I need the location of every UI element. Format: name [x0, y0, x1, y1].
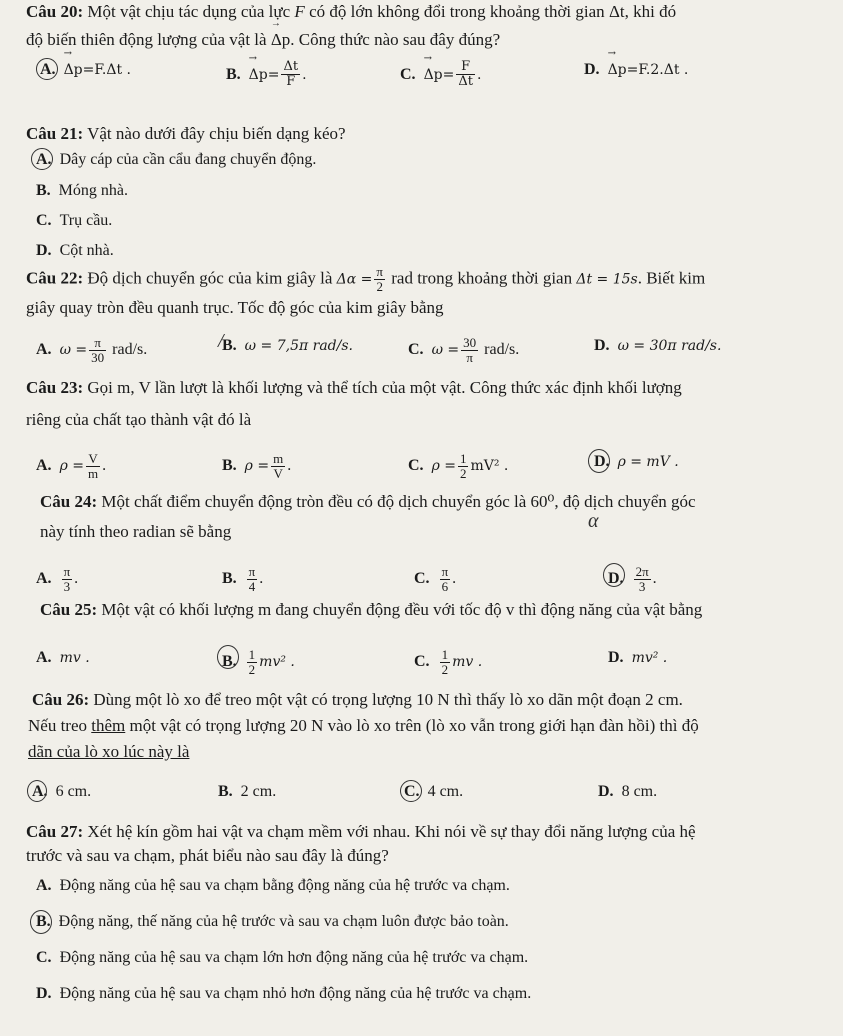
q27-text-line1: Câu 27: Xét hệ kín gồm hai vật va chạm mềm với nhau. Khi nói về sự thay đổi năng lượng của hệ [26, 822, 696, 841]
q20-option-d[interactable]: D.→ Δp=F.2.Δt . [584, 60, 688, 80]
q26-text-line3: dãn của lò xo lúc này là [28, 742, 190, 761]
q24-option-c[interactable]: C. $\frac{\pi}{6}$ . [414, 564, 457, 594]
q22-text-line2: giây quay tròn đều quanh trục. Tốc độ góc của kim giây bằng [26, 298, 444, 317]
q23-text-line1: Câu 23: Gọi m, V lần lượt là khối lượng và thể tích của một vật. Công thức xác định khối lượng [26, 378, 682, 397]
q26-text-line1: Câu 26: Dùng một lò xo để treo một vật có trọng lượng 10 N thì thấy lò xo dãn một đoạn 2 cm. [32, 690, 683, 709]
q21-option-a[interactable]: A. Dây cáp của cần cẩu đang chuyển động. [36, 151, 317, 168]
q21-option-d[interactable]: D. Cột nhà. [36, 242, 114, 259]
q27-text-line2: trước và sau va chạm, phát biểu nào sau đây là đúng? [26, 846, 389, 865]
force-vector: → F [294, 2, 304, 22]
q24-option-b[interactable]: B. $\frac{\pi}{4}$ . [222, 564, 264, 594]
q20-option-b[interactable]: B.→ Δp= $\frac{\Delta t}{F}$ . [226, 60, 307, 89]
q24-text-line1: Câu 24: Một chất điểm chuyển động tròn đều có độ dịch chuyển góc là 60⁰, độ dịch chuyển góc [40, 492, 696, 511]
q27-option-b[interactable]: B. Động năng, thế năng của hệ trước và sau va chạm luôn được bảo toàn. [36, 913, 509, 930]
answer-circle-q20 [36, 58, 58, 80]
answer-circle-q21 [31, 148, 53, 170]
answer-circle-q24 [603, 563, 625, 587]
q25-option-b[interactable]: B. $\frac{1}{2}$ mv² . [222, 647, 295, 677]
q26-option-a[interactable]: A. 6 cm. [32, 783, 92, 800]
handwritten-alpha-mark: α [588, 510, 599, 532]
q27-option-a[interactable]: A. Động năng của hệ sau va chạm bằng động năng của hệ trước va chạm. [36, 877, 510, 894]
q22-option-a[interactable]: A. ω = $\frac{\pi}{30}$ rad/s. [36, 335, 148, 365]
q23-option-d[interactable]: D. ρ = mV . [594, 453, 679, 470]
q23-text-line2: riêng của chất tạo thành vật đó là [26, 410, 252, 429]
q24-text-line2: này tính theo radian sẽ bằng [40, 522, 232, 541]
q22-text-line1: Câu 22: Độ dịch chuyển góc của kim giây là Δα = $\frac{\pi}{2}$ rad trong khoảng thời gian Δt = 15s. Biết kim [26, 264, 706, 294]
q23-option-b[interactable]: B. ρ = $\frac{m}{V}$ . [222, 451, 292, 481]
q22-option-b[interactable]: B. ω = 7,5π rad/s. [222, 337, 353, 354]
q25-option-d[interactable]: D. mv² . [608, 649, 668, 666]
q21-option-b[interactable]: B. Móng nhà. [36, 182, 128, 199]
momentum-vector: → Δp [271, 30, 290, 50]
q25-option-c[interactable]: C. $\frac{1}{2}$ mv . [414, 647, 483, 677]
q20-text-line2: độ biến thiên động lượng của vật là → Δp. Công thức nào sau đây đúng? [26, 30, 500, 50]
q21-text: Câu 21: Vật nào dưới đây chịu biến dạng kéo? [26, 124, 346, 143]
answer-circle-q26-c [400, 780, 422, 802]
answer-circle-q23 [588, 449, 610, 473]
q25-text: Câu 25: Một vật có khối lượng m đang chuyển động đều với tốc độ v thì động năng của vật bằng [40, 600, 703, 619]
q26-option-c[interactable]: C. 4 cm. [404, 783, 464, 800]
answer-circle-q25 [217, 645, 239, 669]
q21-option-c[interactable]: C. Trụ cầu. [36, 212, 113, 229]
answer-mark-q22: / [218, 330, 224, 352]
answer-circle-q26 [27, 780, 47, 802]
q24-option-d[interactable]: D. $\frac{2\pi}{3}$ . [608, 564, 657, 594]
q22-option-d[interactable]: D. ω = 30π rad/s. [594, 337, 722, 354]
q26-option-b[interactable]: B. 2 cm. [218, 783, 277, 800]
q27-option-c[interactable]: C. Động năng của hệ sau va chạm lớn hơn động năng của hệ trước va chạm. [36, 949, 529, 966]
q20-option-c[interactable]: C.→ Δp= $\frac{F}{\Delta t}$ . [400, 60, 481, 89]
q26-option-d[interactable]: D. 8 cm. [598, 783, 658, 800]
q24-option-a[interactable]: A. $\frac{\pi}{3}$ . [36, 564, 79, 594]
q25-option-a[interactable]: A. mv . [36, 649, 90, 666]
q26-text-line2: Nếu treo thêm một vật có trọng lượng 20 N vào lò xo trên (lò xo vẫn trong giới hạn đàn hồi) thì độ [28, 716, 699, 735]
answer-circle-q27 [30, 910, 52, 934]
q27-option-d[interactable]: D. Động năng của hệ sau va chạm nhỏ hơn động năng của hệ trước va chạm. [36, 985, 532, 1002]
q20-option-a[interactable]: A.→ Δp=F.Δt . [40, 60, 131, 80]
q20-text-line1: Câu 20: Một vật chịu tác dụng của lực → F có độ lớn không đổi trong khoảng thời gian Δt, khi đó [26, 2, 676, 22]
q23-option-a[interactable]: A. ρ = $\frac{V}{m}$ . [36, 451, 107, 481]
q23-option-c[interactable]: C. ρ = $\frac{1}{2}$ mV² . [408, 451, 509, 481]
q22-option-c[interactable]: C. ω = $\frac{30}{\pi}$ rad/s. [408, 335, 520, 365]
